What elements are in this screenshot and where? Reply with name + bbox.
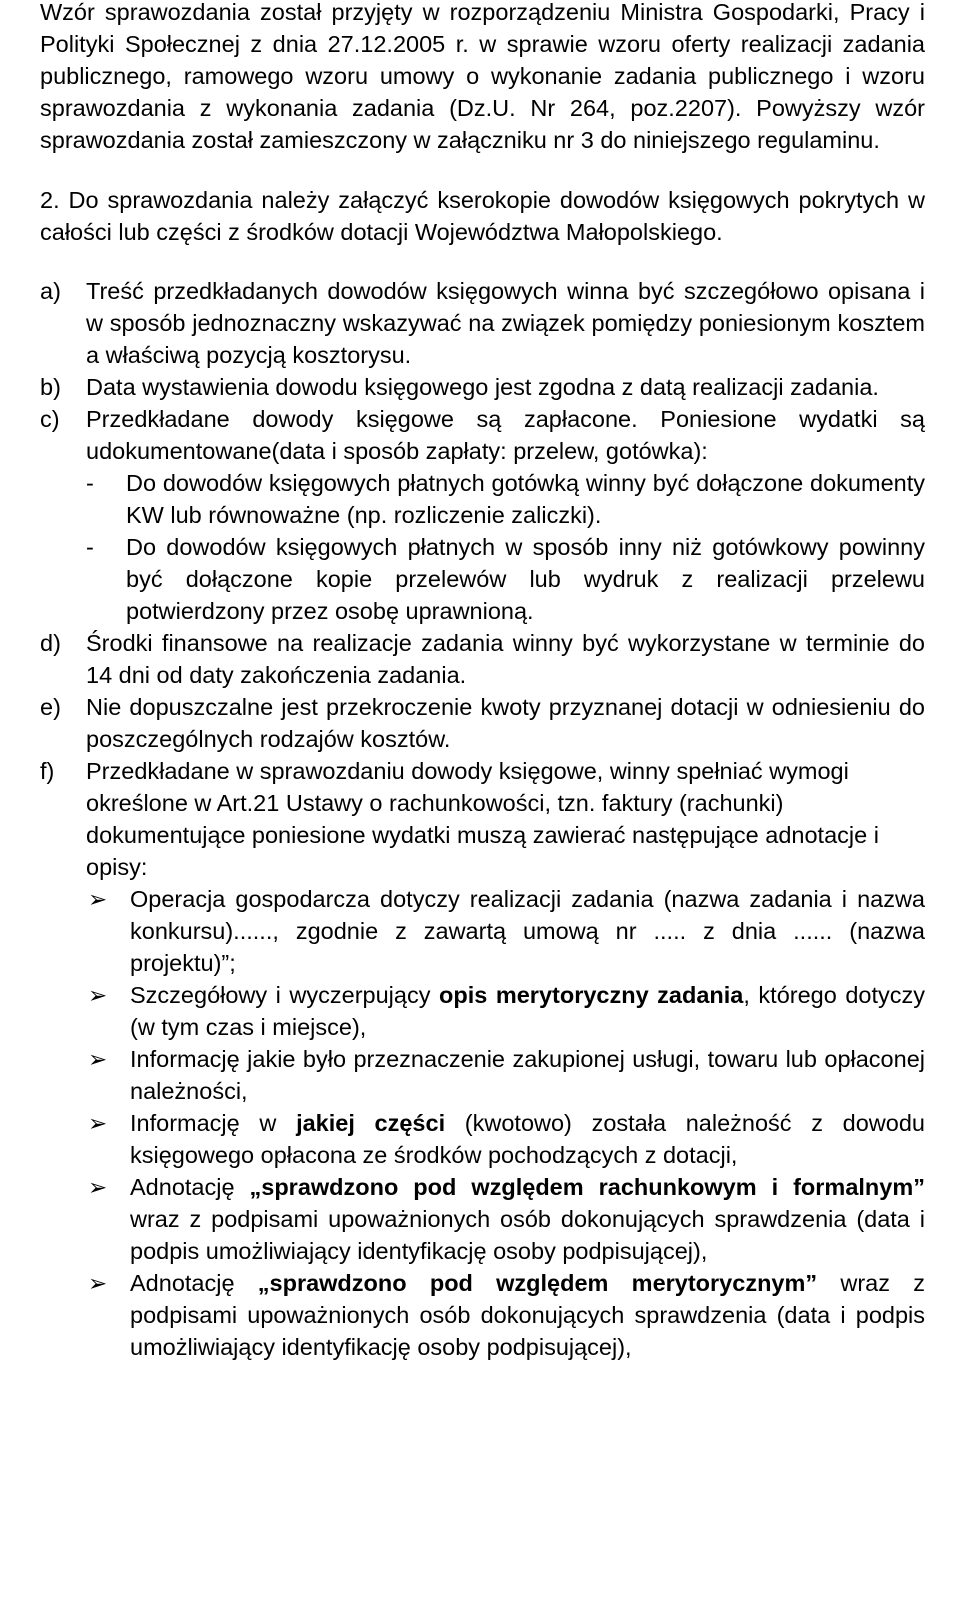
list-text-e: Nie dopuszczalne jest przekroczenie kwoty przyznanej dotacji w odniesieniu do poszczególnych rodzajów kosztów. [86,694,925,752]
bullet-item-5 [88,1171,925,1267]
bullet-5-bold: „sprawdzono pod względem rachunkowym i formalnym” [249,1174,925,1200]
list-text-b: Data wystawienia dowodu księgowego jest zgodna z datą realizacji zadania. [86,374,879,400]
dash-label-1: - [86,470,94,496]
bullet-item-4 [88,1107,925,1171]
bullet-text-1: Operacja gospodarcza dotyczy realizacji zadania (nazwa zadania i nazwa konkursu)......, zgodnie z zawartą umową nr ..... z dnia ...... (nazwa projektu)”; [130,886,925,976]
list-item-e [40,691,925,755]
bullet-item-3 [88,1043,925,1107]
bullet-2-post: , którego dotyczy (w tym czas i miejsce), [130,982,926,1040]
bullet-4-pre: Informację w [130,1110,297,1136]
bullet-item-6 [88,1267,925,1363]
bullet-text-4 [130,1107,925,1171]
bullet-5-pre: Adnotację [130,1174,250,1200]
arrow-bullet-icon: ➢ [88,982,108,1008]
bullet-text-3: Informację jakie było przeznaczenie zakupionej usługi, towaru lub opłaconej należności, [130,1046,925,1104]
arrow-bullet-icon: ➢ [88,1270,108,1296]
list-body-c [86,403,925,627]
list-text-d: Środki finansowe na realizacje zadania winny być wykorzystane w terminie do 14 dni od daty zakończenia zadania. [86,630,925,688]
document-page [40,0,925,1363]
list-label-d: d) [40,630,61,656]
list-text-c: Przedkładane dowody księgowe są zapłacone. Poniesione wydatki są udokumentowane(data i sposób zapłaty: przelew, gotówka): [86,406,925,464]
list-label-c: c) [40,406,60,432]
bullet-item-1 [88,883,925,979]
list-body-f [86,755,925,1363]
dash-text-2: Do dowodów księgowych płatnych w sposób inny niż gotówkowy powinny być dołączone kopie przelewów lub wydruk z realizacji przelewu potwierdzony przez osobę uprawnioną. [126,534,925,624]
list-item-c [40,403,925,627]
arrow-bullet-icon: ➢ [88,886,108,912]
list-item-f [40,755,925,1363]
bullet-6-bold: „sprawdzono pod względem merytorycznym” [257,1270,818,1296]
list-text-a: Treść przedkładanych dowodów księgowych winna być szczegółowo opisana i w sposób jednoznaczny wskazywać na związek pomiędzy poniesionym kosztem a właściwą pozycją kosztorysu. [86,278,925,368]
dash-label-2: - [86,534,94,560]
bullet-6-pre: Adnotację [130,1270,258,1296]
bullet-4-post: (kwotowo) została należność z dowodu księgowego opłacona ze środków pochodzących z dotacji, [130,1110,925,1168]
list-item-b [40,371,925,403]
bullet-text-2 [130,979,925,1043]
dash-text-1: Do dowodów księgowych płatnych gotówką winny być dołączone dokumenty KW lub równoważne (np. rozliczenie zaliczki). [126,470,925,528]
list-item-d [40,627,925,691]
bullet-2-bold: opis merytoryczny zadania [439,982,744,1008]
bullet-2-pre: Szczegółowy i wyczerpujący [130,982,439,1008]
list-text-f: Przedkładane w sprawozdaniu dowody księgowe, winny spełniać wymogi określone w Art.21 Ustawy o rachunkowości, tzn. faktury (rachunki) dokumentujące poniesione wydatki muszą zawierać następujące adnotacje i opisy: [86,758,879,880]
list-label-f: f) [40,758,55,784]
arrow-bullet-icon: ➢ [88,1174,108,1200]
bullet-5-post: wraz z podpisami upoważnionych osób dokonujących sprawdzenia (data i podpis umożliwiający identyfikację osoby podpisującej), [130,1206,925,1264]
dash-item-1 [86,467,925,531]
bullet-text-5 [130,1171,925,1267]
arrow-bullet-icon: ➢ [88,1110,108,1136]
dash-item-2 [86,531,925,627]
arrow-bullet-icon: ➢ [88,1046,108,1072]
bullet-item-2 [88,979,925,1043]
list-item-a [40,275,925,371]
requirements-list [40,275,925,1363]
list-label-e: e) [40,694,61,720]
list-label-b: b) [40,374,61,400]
bullet-text-6 [130,1267,925,1363]
intro-paragraph: Wzór sprawozdania został przyjęty w rozporządzeniu Ministra Gospodarki, Pracy i Polityki Społecznej z dnia 27.12.2005 r. w sprawie wzoru oferty realizacji zadania publicznego, ramowego wzoru umowy o wykonanie zadania publicznego i wzoru sprawozdania z wykonania zadania (Dz.U. Nr 264, poz.2207). Powyższy wzór sprawozdania został zamieszczony w załączniku nr 3 do niniejszego regulaminu. [40,0,925,153]
list-label-a: a) [40,278,61,304]
bullet-4-bold: jakiej części [296,1110,446,1136]
point-2-paragraph: 2. Do sprawozdania należy załączyć kserokopie dowodów księgowych pokrytych w całości lub części z środków dotacji Województwa Małopolskiego. [40,187,925,245]
bullet-6-post: wraz z podpisami upoważnionych osób dokonujących sprawdzenia (data i podpis umożliwiający identyfikację osoby podpisującej), [130,1270,925,1360]
